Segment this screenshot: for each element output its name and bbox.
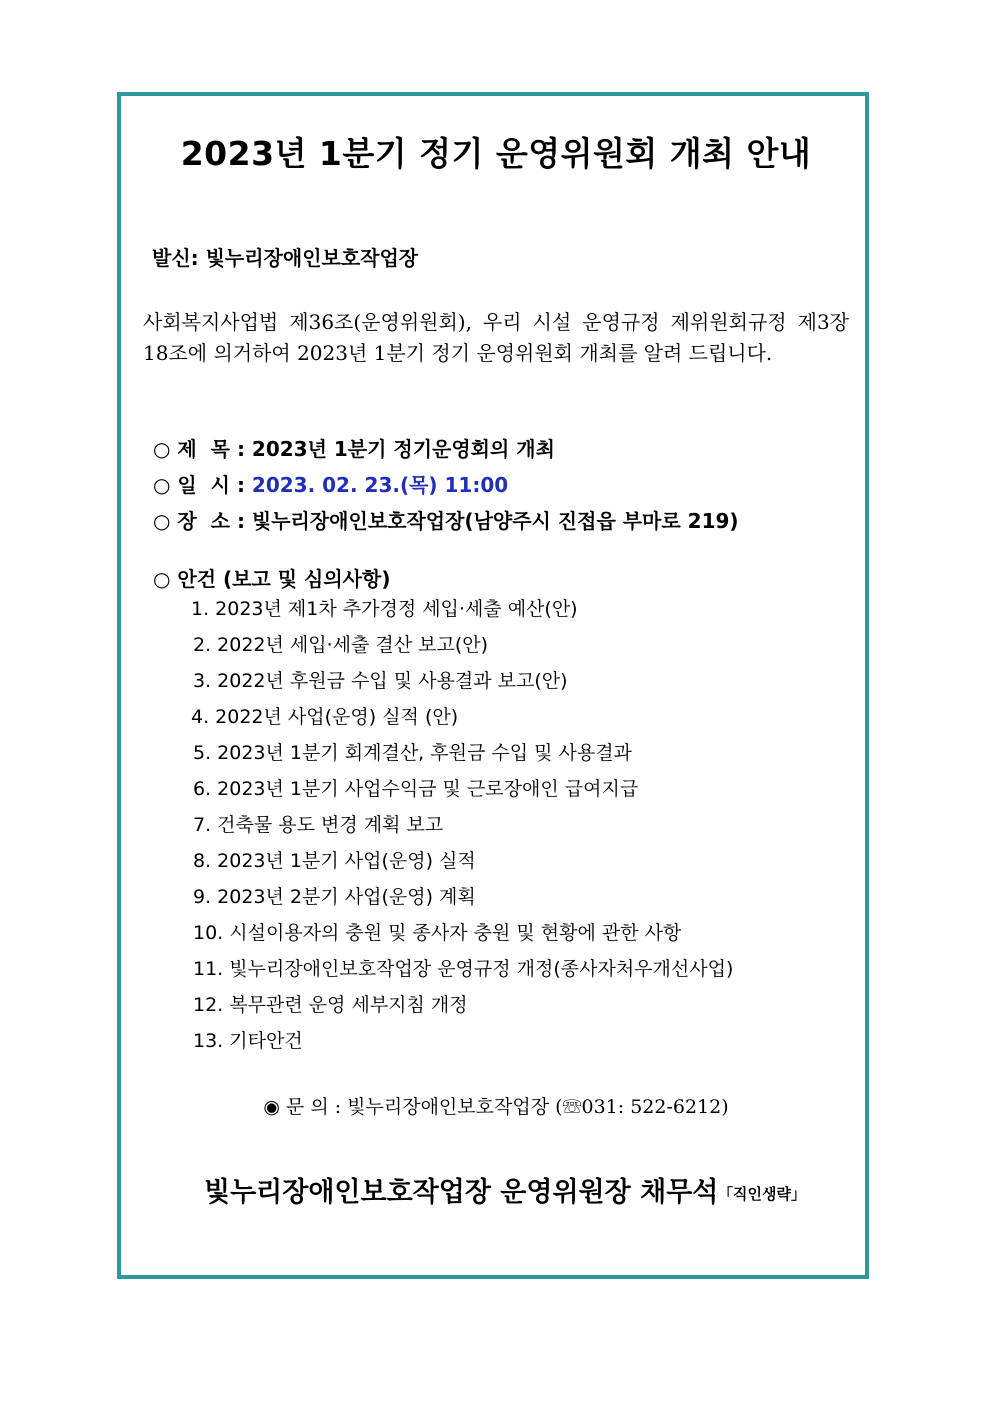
contact-line: ◉ 문 의 : 빛누리장애인보호작업장 (☏031: 522-6212) bbox=[263, 1096, 729, 1118]
agenda-item: 4. 2022년 사업(운영) 실적 (안) bbox=[191, 706, 459, 728]
subject-row bbox=[153, 433, 555, 462]
agenda-item: 12. 복무관련 운영 세부지침 개정 bbox=[193, 994, 468, 1016]
agenda-item: 1. 2023년 제1차 추가경정 세입·세출 예산(안) bbox=[191, 598, 578, 620]
agenda-item: 8. 2023년 1분기 사업(운영) 실적 bbox=[193, 850, 476, 872]
agenda-item: 2. 2022년 세입·세출 결산 보고(안) bbox=[193, 634, 489, 656]
agenda-item: 9. 2023년 2분기 사업(운영) 계획 bbox=[193, 886, 476, 908]
place-row bbox=[153, 505, 739, 534]
seal-omitted-note: 「직인생략」 bbox=[718, 1185, 806, 1203]
agenda-item: 5. 2023년 1분기 회계결산, 후원금 수입 및 사용결과 bbox=[193, 742, 632, 764]
intro-paragraph: 사회복지사업법 제36조(운영위원회), 우리 시설 운영규정 제위원회규정 제3장 18조에 의거하여 2023년 1분기 정기 운영위원회 개최를 알려 드립니다. bbox=[143, 310, 849, 365]
datetime-row bbox=[153, 469, 508, 498]
sender-line: 발신: 빛누리장애인보호작업장 bbox=[152, 246, 419, 270]
place-value: 빛누리장애인보호작업장(남양주시 진접읍 부마로 219) bbox=[251, 509, 739, 533]
agenda-item: 3. 2022년 후원금 수입 및 사용결과 보고(안) bbox=[193, 670, 568, 692]
signature-line: 빛누리장애인보호작업장 운영위원장 채무석 bbox=[204, 1177, 719, 1208]
subject-value: 2023년 1분기 정기운영회의 개최 bbox=[251, 437, 555, 461]
document-title: 2023년 1분기 정기 운영위원회 개최 안내 bbox=[180, 134, 812, 173]
subject-label: ○ 제 목 : bbox=[153, 437, 252, 461]
datetime-value: 2023. 02. 23.(목) 11:00 bbox=[251, 473, 509, 497]
agenda-item: 7. 건축물 용도 변경 계획 보고 bbox=[193, 814, 444, 836]
agenda-item: 10. 시설이용자의 충원 및 종사자 충원 및 현황에 관한 사항 bbox=[193, 922, 682, 944]
agenda-item: 13. 기타안건 bbox=[193, 1030, 303, 1052]
datetime-label: ○ 일 시 : bbox=[153, 473, 252, 497]
agenda-item: 11. 빛누리장애인보호작업장 운영규정 개정(종사자처우개선사업) bbox=[193, 958, 734, 980]
place-label: ○ 장 소 : bbox=[153, 509, 252, 533]
agenda-heading: ○ 안건 (보고 및 심의사항) bbox=[153, 567, 391, 591]
agenda-item: 6. 2023년 1분기 사업수익금 및 근로장애인 급여지급 bbox=[193, 778, 639, 800]
